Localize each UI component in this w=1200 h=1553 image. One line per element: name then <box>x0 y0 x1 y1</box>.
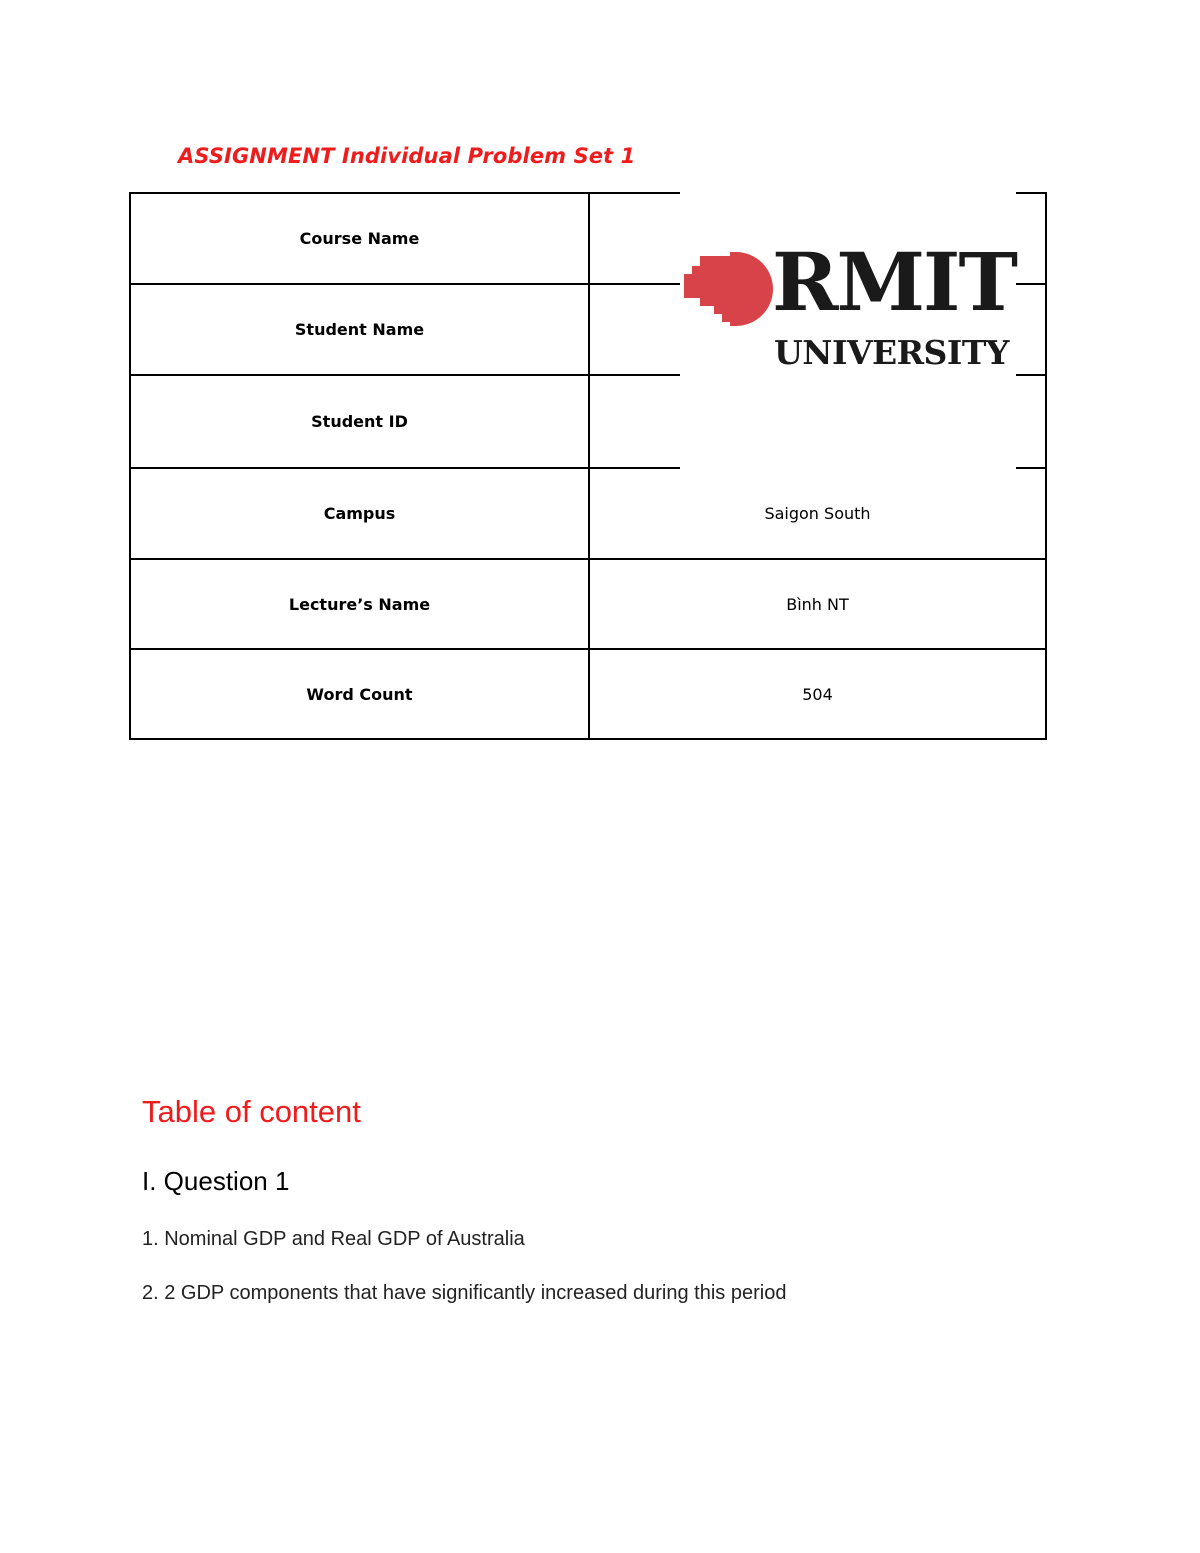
rmit-pixel-mark-icon <box>680 186 1016 472</box>
table-label-cell: Student Name <box>130 284 589 375</box>
rmit-logo <box>680 186 1016 472</box>
logo-wordmark-top: RMIT <box>772 235 1016 329</box>
toc-item: 1. Nominal GDP and Real GDP of Australia <box>142 1228 525 1250</box>
table-label-cell: Course Name <box>130 193 589 284</box>
table-label-cell: Word Count <box>130 649 589 739</box>
table-value-cell: 504 <box>589 649 1046 739</box>
table-value-cell: Bình NT <box>589 559 1046 649</box>
toc-item: 2. 2 GDP components that have significantly increased during this period <box>142 1282 787 1304</box>
table-row <box>130 468 1046 559</box>
table-label-cell: Lecture’s Name <box>130 559 589 649</box>
table-row <box>130 649 1046 739</box>
toc-section-heading: I. Question 1 <box>142 1166 290 1196</box>
table-row <box>130 559 1046 649</box>
table-label-cell: Campus <box>130 468 589 559</box>
assignment-title: ASSIGNMENT Individual Problem Set 1 <box>178 144 636 168</box>
logo-wordmark-bottom: UNIVERSITY <box>774 333 1009 372</box>
table-value-cell: Saigon South <box>589 468 1046 559</box>
toc-heading: Table of content <box>142 1094 361 1129</box>
table-label-cell: Student ID <box>130 375 589 468</box>
